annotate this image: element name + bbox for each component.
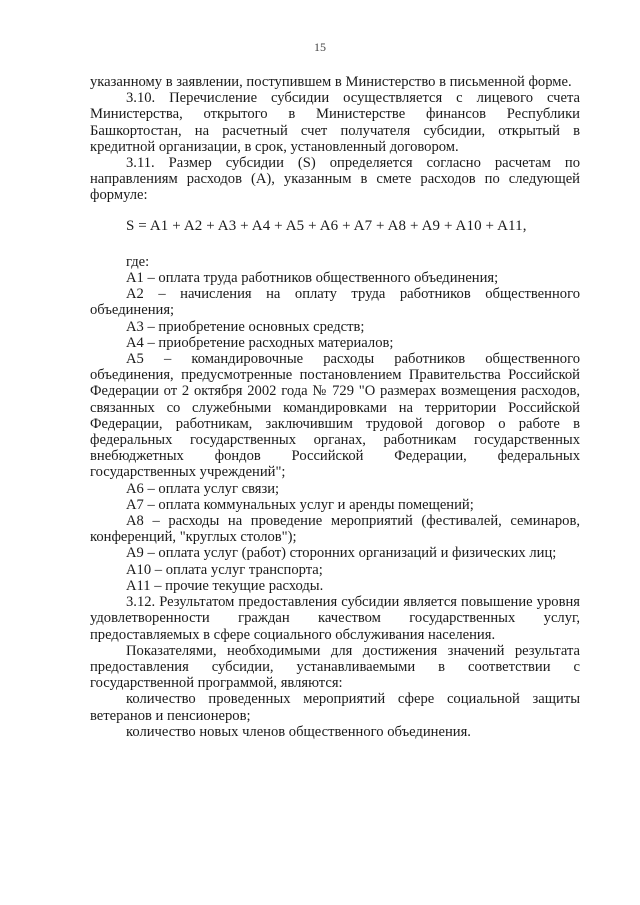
- paragraph-indicators: Показателями, необходимыми для достижения значений результата предоставления субсидии, устанавливаемыми в соответствии с государственной программой, являются:: [90, 642, 580, 692]
- expense-item-a2: А2 – начисления на оплату труда работников общественного объединения;: [90, 286, 580, 319]
- subsidy-formula: S = A1 + A2 + A3 + A4 + A5 + A6 + A7 + A8 + A9 + A10 + A11,: [126, 217, 527, 234]
- document-body: [90, 74, 580, 740]
- expense-item-a3: А3 – приобретение основных средств;: [126, 318, 365, 335]
- expense-item-a10: А10 – оплата услуг транспорта;: [126, 561, 323, 578]
- paragraph-continuation: указанному в заявлении, поступившем в Министерство в письменной форме.: [90, 74, 572, 90]
- page-number: 15: [314, 40, 326, 54]
- expense-item-a5: А5 – командировочные расходы работников общественного объединения, предусмотренные постановлением Правительства Российской Федерации от 2 октября 2002 года № 729 "О размерах возмещения расходов, связанных со служебными командировками на территории Российской Федерации, работникам, заключившим трудовой договор о работе в федеральных государственных органах, работникам государственных внебюджетных фондов Российской Федерации, федеральных государственных учреждений";: [90, 351, 580, 481]
- indicator-new-members: количество новых членов общественного объединения.: [126, 723, 471, 740]
- expense-item-a6: А6 – оплата услуг связи;: [126, 480, 280, 497]
- expense-item-a7: А7 – оплата коммунальных услуг и аренды помещений;: [126, 496, 474, 513]
- expense-item-a1: А1 – оплата труда работников общественного объединения;: [126, 270, 499, 287]
- where-label: где:: [126, 253, 150, 270]
- expense-item-a4: А4 – приобретение расходных материалов;: [126, 334, 394, 351]
- indicator-events-count: количество проведенных мероприятий сфере социальной защиты ветеранов и пенсионеров;: [90, 691, 580, 724]
- expense-item-a9: А9 – оплата услуг (работ) сторонних организаций и физических лиц;: [126, 545, 557, 562]
- paragraph-3-10: 3.10. Перечисление субсидии осуществляется с лицевого счета Министерства, открытого в Министерстве финансов Республики Башкортостан, на расчетный счет получателя субсидии, открытый в кредитной организации, в срок, установленный договором.: [90, 90, 580, 155]
- paragraph-3-12: 3.12. Результатом предоставления субсидии является повышение уровня удовлетворенности граждан качеством государственных услуг, предоставляемых в сфере социального обслуживания населения.: [90, 594, 580, 643]
- expense-item-a8: А8 – расходы на проведение мероприятий (фестивалей, семинаров, конференций, "круглых столов");: [90, 513, 580, 546]
- paragraph-3-11: 3.11. Размер субсидии (S) определяется согласно расчетам по направлениям расходов (А), указанным в смете расходов по следующей формуле:: [90, 155, 580, 204]
- expense-item-a11: А11 – прочие текущие расходы.: [126, 577, 324, 594]
